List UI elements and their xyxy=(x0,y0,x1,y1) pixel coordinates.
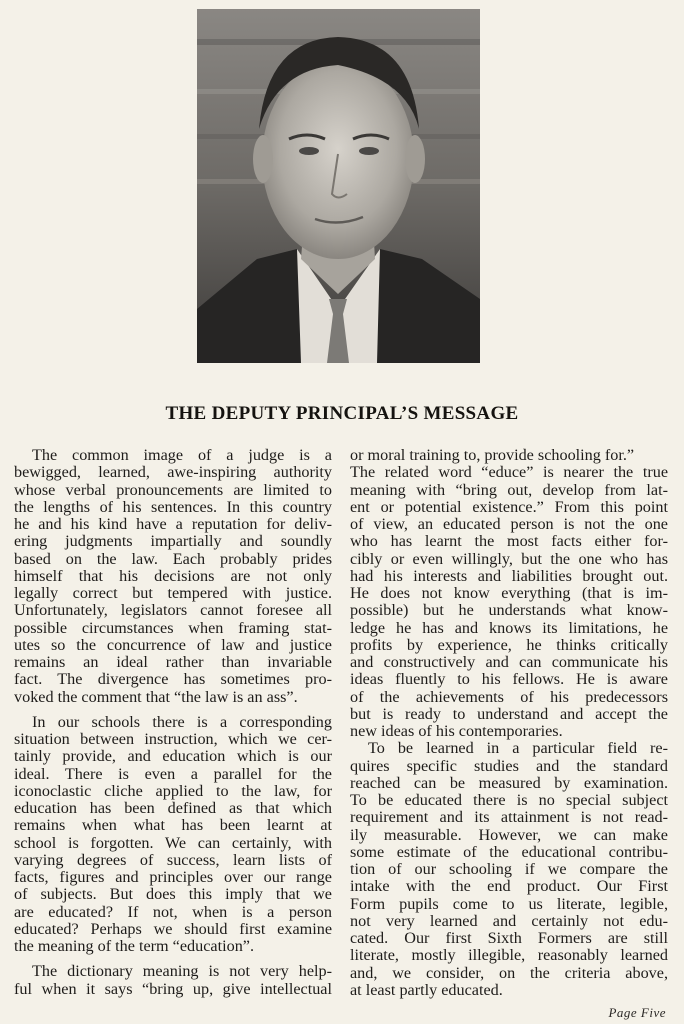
text-line: utes so the concurrence of law and justice xyxy=(14,635,332,654)
text-line: situation between instruction, which we cer- xyxy=(14,730,332,748)
text-line: but is ready to understand and accept the xyxy=(350,704,668,723)
text-line: tion of our schooling if we compare the xyxy=(350,860,668,878)
text-line: To be educated there is no special subject xyxy=(350,791,668,809)
text-line: possible) but he understands what know- xyxy=(350,601,668,620)
text-line: he and his kind have a reputation for deliv- xyxy=(14,515,332,533)
text-line: ering judgments impartially and soundly xyxy=(14,532,332,551)
text-line: at least partly educated. xyxy=(350,980,503,999)
text-line: meaning with “bring out, develop from lat- xyxy=(350,480,668,499)
text-line: of the achievements of his predecessors xyxy=(350,687,668,706)
text-line: To be learned in a particular field re- xyxy=(368,739,668,758)
text-line: or moral training to, provide schooling for.” xyxy=(350,446,635,464)
text-line: who has learnt the most facts either for- xyxy=(350,532,668,551)
text-line: ideas fluently to his fellows. He is aware xyxy=(350,670,668,689)
text-line: some estimate of the educational contribu- xyxy=(350,842,668,861)
text-line: possible circumstances when framing stat- xyxy=(14,618,332,637)
text-line: varying degrees of success, learn lists of xyxy=(14,850,332,869)
text-line: of subjects. But does this imply that we xyxy=(14,885,332,904)
text-line: intake with the end product. Our First xyxy=(350,877,668,896)
text-line: voked the comment that “the law is an ass”. xyxy=(14,687,298,706)
page-title: THE DEPUTY PRINCIPAL’S MESSAGE xyxy=(165,403,519,424)
text-line: ledge he has and knows its limitations, he xyxy=(350,618,668,637)
text-line: ful when it says “bring up, give intellectual xyxy=(14,979,332,998)
text-line: ily measurable. However, we can make xyxy=(350,825,668,844)
text-line: remains when what has been learnt at xyxy=(14,816,332,835)
text-line: the lengths of his sentences. In this country xyxy=(14,497,332,516)
text-line: are educated? If not, when is a person xyxy=(14,902,332,921)
text-line: fact. The divergence has sometimes pro- xyxy=(14,670,332,689)
text-line: In our schools there is a corresponding xyxy=(32,712,332,731)
text-line: and constructively and can communicate his xyxy=(350,653,668,671)
text-line: Form pupils come to us literate, legible, xyxy=(350,894,668,913)
text-line: had his interests and liabilities brought out. xyxy=(350,566,668,585)
text-line: bewigged, learned, awe-inspiring authority xyxy=(14,463,332,482)
text-line: Unfortunately, legislators cannot foresee all xyxy=(14,601,332,620)
text-line: facts, figures and principles over our range xyxy=(14,868,332,886)
text-line: reached can be measured by examination. xyxy=(350,773,668,792)
text-line: quires specific studies and the standard xyxy=(350,756,668,775)
text-line: The dictionary meaning is not very help- xyxy=(32,962,332,981)
text-line: requirement and its attainment is not read- xyxy=(350,808,668,827)
portrait-photo xyxy=(197,9,480,363)
text-line: based on the law. Each probably prides xyxy=(14,549,332,568)
text-line: literate, mostly illegible, reasonably learned xyxy=(350,946,668,965)
page-number: Page Five xyxy=(608,1005,666,1020)
text-line: remains an ideal rather than invariable xyxy=(14,653,332,671)
left-column xyxy=(14,447,332,998)
text-line: legally correct but tempered with justice. xyxy=(14,584,332,602)
text-line: The related word “educe” is nearer the true xyxy=(350,463,668,482)
text-line: cibly or even willingly, but the one who has xyxy=(350,549,668,568)
text-line: ideal. There is even a parallel for the xyxy=(14,764,332,783)
text-line: new ideas of his contemporaries. xyxy=(350,722,563,740)
text-line: of view, an educated person is not the one xyxy=(350,515,668,533)
text-line: the meaning of the term “education”. xyxy=(14,937,255,955)
text-line: himself that his decisions are not only xyxy=(14,566,332,585)
text-line: The common image of a judge is a xyxy=(32,446,332,464)
right-column xyxy=(350,447,668,999)
text-line: He does not know everything (that is im- xyxy=(350,584,668,602)
text-line: not very learned and certainly not edu- xyxy=(350,911,668,930)
text-line: and, we consider, on the criteria above, xyxy=(350,963,668,982)
text-line: profits by experience, he thinks critically xyxy=(350,635,668,654)
text-line: cated. Our first Sixth Formers are still xyxy=(350,929,668,947)
text-line: educated? Perhaps we should first examine xyxy=(14,919,332,938)
text-line: whose verbal pronouncements are limited to xyxy=(14,480,332,499)
text-line: school is forgotten. We can certainly, with xyxy=(14,833,332,852)
text-line: tainly provide, and education which is our xyxy=(14,747,332,766)
portrait-image xyxy=(197,9,480,363)
text-line: iconoclastic cliche applied to the law, for xyxy=(14,781,332,800)
text-line: education has been defined as that which xyxy=(14,799,332,817)
text-line: ent or potential existence.” From this point xyxy=(350,497,668,516)
